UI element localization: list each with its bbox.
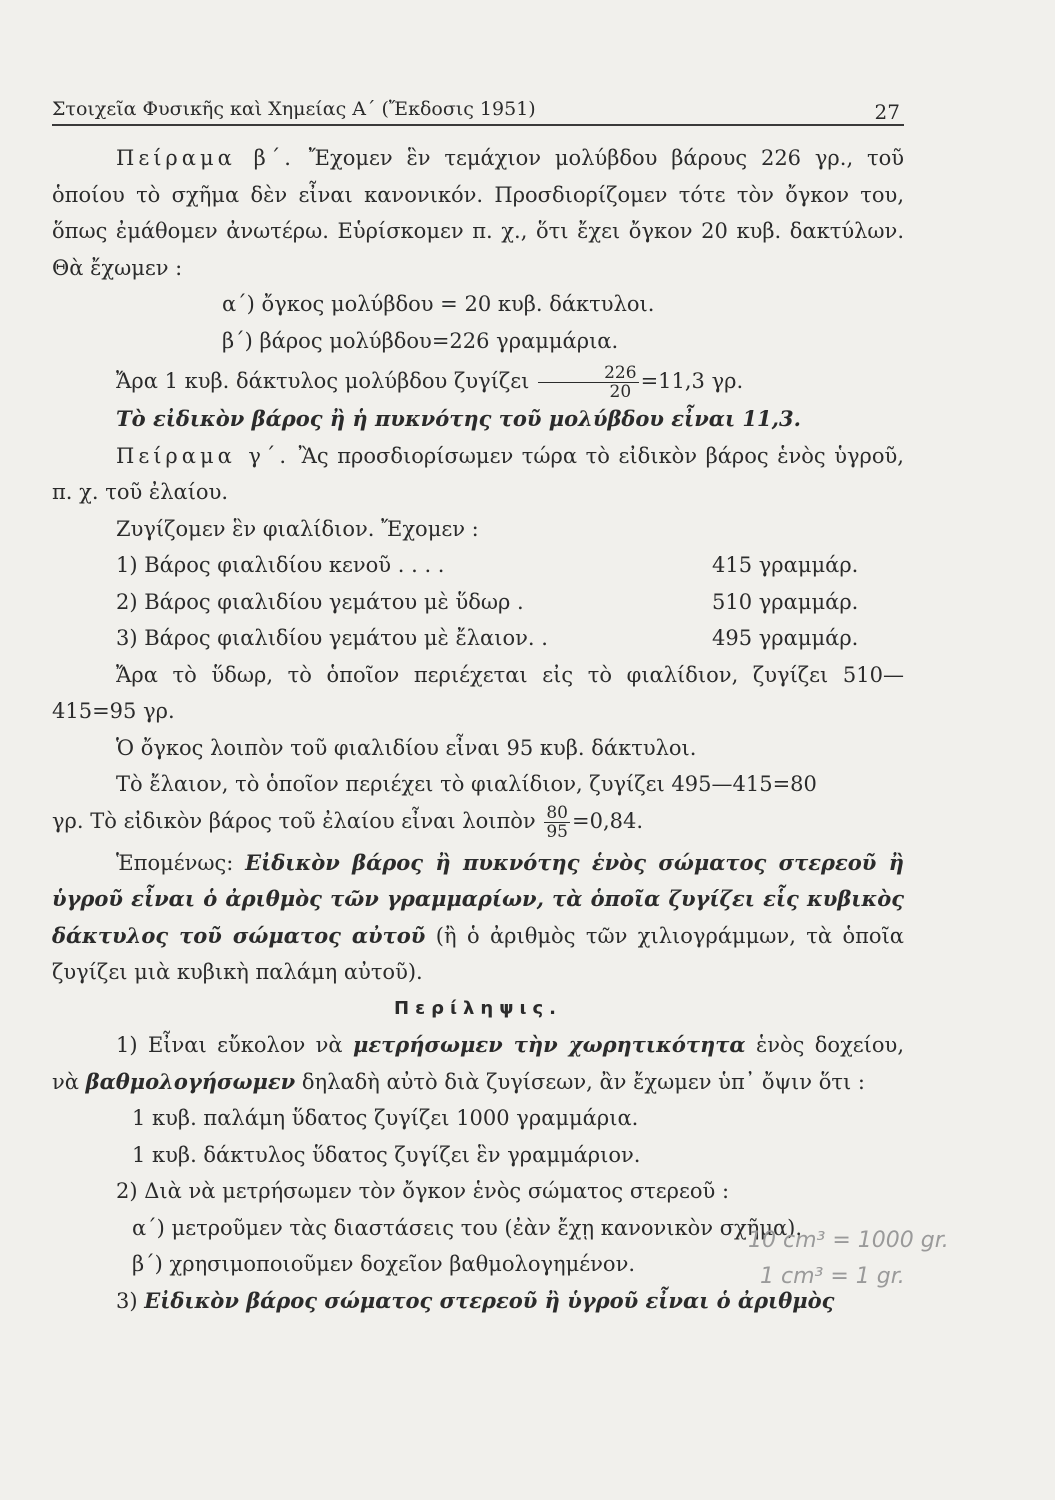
- summary-emphasis: μετρήσωμεν τὴν χωρητικότητα: [353, 1032, 746, 1057]
- item-label: 2) Βάρος φιαλιδίου γεμάτου μὲ ὕδωρ .: [116, 589, 524, 614]
- fraction-226-20: [538, 364, 638, 401]
- water-weight-paragraph: Ἄρα τὸ ὕδωρ, τὸ ὁποῖον περιέχεται εἰς τὸ φιαλίδιον, ζυγίζει 510—415=95 γρ.: [52, 662, 904, 723]
- definition-rest: (ἢ ὁ ἀριθμὸς τῶν χιλιογράμμων, τὰ ὁποῖα ζυγίζει μιὰ κυβικὴ παλάμη αὐτοῦ).: [52, 923, 904, 984]
- lead-density-result: =11,3 γρ.: [640, 369, 744, 393]
- lead-density-line: [52, 363, 904, 401]
- list-item: [52, 584, 904, 621]
- lead-density-text: Ἄρα 1 κυβ. δάκτυλος μολύβδου ζυγίζει: [116, 369, 530, 393]
- list-item: [52, 547, 904, 584]
- running-header-title: Στοιχεῖα Φυσικῆς καὶ Χημείας Α΄ (Ἔκδοσις 1951): [52, 98, 536, 120]
- lead-conclusion: Τὸ εἰδικὸν βάρος ἢ ἡ πυκνότης τοῦ μολύβδου εἶναι 11,3.: [116, 406, 801, 431]
- page-body: [52, 140, 904, 1319]
- experiment-b-label: Πείραμα β΄.: [116, 146, 295, 170]
- handwritten-note-2: 1 cm³ = 1 gr.: [760, 1264, 905, 1289]
- summary-text: ἑνὸς δοχείου, νὰ: [52, 1033, 904, 1094]
- summary-text: 1) Εἶναι εὔκολον νὰ: [116, 1033, 354, 1057]
- flask-volume-line: Ὁ ὄγκος λοιπὸν τοῦ φιαλιδίου εἶναι 95 κυβ. δάκτυλοι.: [116, 735, 697, 760]
- summary-emphasis: βαθμολογήσωμεν: [85, 1068, 296, 1094]
- lead-weight-line: β΄) βάρος μολύβδου=226 γραμμάρια.: [222, 328, 619, 353]
- fraction-denominator: 95: [546, 821, 568, 842]
- item-label: 1) Βάρος φιαλιδίου κενοῦ . . . .: [116, 553, 445, 577]
- oil-density-result: =0,84.: [572, 808, 644, 833]
- fraction-numerator: 80: [546, 802, 568, 823]
- item-value: 415 γραμμάρ.: [712, 553, 859, 577]
- summary-point-2a: α΄) μετροῦμεν τὰς διαστάσεις του (ἐὰν ἔχῃ κανονικὸν σχῆμα).: [132, 1215, 803, 1240]
- oil-density-text: γρ. Τὸ εἰδικὸν βάρος τοῦ ἐλαίου εἶναι λοιπὸν: [52, 808, 536, 833]
- handwritten-note-1: 10 cm³ = 1000 gr.: [748, 1228, 949, 1253]
- experiment-b-text: Ἔχομεν ἓν τεμάχιον μολύβδου βάρους 226 γρ., τοῦ ὁποίου τὸ σχῆμα δὲν εἶναι κανονικόν. Προσδιορίζομεν τότε τὸν ὄγκον του, ὅπως ἐμάθομεν ἀνωτέρω. Εὑρίσκομεν π. χ., ὅτι ἔχει ὄγκον 20 κυβ. δακτύλων. Θὰ ἔχωμεν :: [52, 146, 904, 280]
- header-rule: [52, 124, 904, 126]
- list-item: [52, 620, 904, 657]
- experiment-c-paragraph: [52, 438, 904, 511]
- summary-point-1: [52, 1027, 904, 1100]
- experiment-c-text: Ἂς προσδιορίσωμεν τώρα τὸ εἰδικὸν βάρος ἑνὸς ὑγροῦ, π. χ. τοῦ ἐλαίου.: [52, 443, 904, 504]
- summary-point-3-text: Εἰδικὸν βάρος σώματος στερεοῦ ἢ ὑγροῦ εἶναι ὁ ἀριθμὸς: [144, 1287, 835, 1313]
- summary-title: Περίληψις.: [394, 997, 562, 1019]
- weigh-flask-line: Ζυγίζομεν ἓν φιαλίδιον. Ἔχομεν :: [116, 516, 479, 541]
- summary-fact-1: 1 κυβ. παλάμη ὕδατος ζυγίζει 1000 γραμμάρια.: [132, 1106, 639, 1130]
- item-value: 495 γραμμάρ.: [712, 626, 859, 650]
- summary-point-2b: β΄) χρησιμοποιοῦμεν δοχεῖον βαθμολογημένον.: [132, 1252, 636, 1276]
- oil-weight-line: Τὸ ἔλαιον, τὸ ὁποῖον περιέχει τὸ φιαλίδιον, ζυγίζει 495—415=80: [116, 772, 817, 796]
- experiment-c-label: Πείραμα γ΄.: [116, 443, 291, 468]
- definition-paragraph: [52, 845, 904, 991]
- definition-lead: Ἑπομένως:: [116, 850, 234, 875]
- oil-density-line: [52, 803, 904, 841]
- definition-bold: Εἰδικὸν βάρος ἢ πυκνότης ἑνὸς σώματος στερεοῦ ἢ ὑγροῦ εἶναι ὁ ἀριθμὸς τῶν γραμμαρίων, τὰ ὁποῖα ζυγίζει εἷς κυβικὸς δάκτυλος τοῦ σώματος αὐτοῦ: [52, 849, 904, 948]
- page-number: 27: [874, 100, 900, 124]
- fraction-denominator: 20: [609, 382, 632, 402]
- fraction-80-95: [544, 804, 570, 841]
- summary-point-2: 2) Διὰ νὰ μετρήσωμεν τὸν ὄγκον ἑνὸς σώματος στερεοῦ :: [116, 1179, 730, 1203]
- summary-fact-2: 1 κυβ. δάκτυλος ὕδατος ζυγίζει ἓν γραμμάριον.: [132, 1142, 641, 1167]
- item-label: 3) Βάρος φιαλιδίου γεμάτου μὲ ἔλαιον. .: [116, 626, 548, 650]
- summary-point-3-number: 3): [116, 1288, 145, 1313]
- lead-volume-line: α΄) ὄγκος μολύβδου = 20 κυβ. δάκτυλοι.: [222, 292, 655, 316]
- fraction-numerator: 226: [538, 364, 638, 383]
- summary-text: δηλαδὴ αὐτὸ διὰ ζυγίσεων, ἂν ἔχωμεν ὑπ᾿ ὄψιν ὅτι :: [295, 1069, 865, 1094]
- item-value: 510 γραμμάρ.: [712, 589, 859, 614]
- experiment-b-paragraph: [52, 140, 904, 286]
